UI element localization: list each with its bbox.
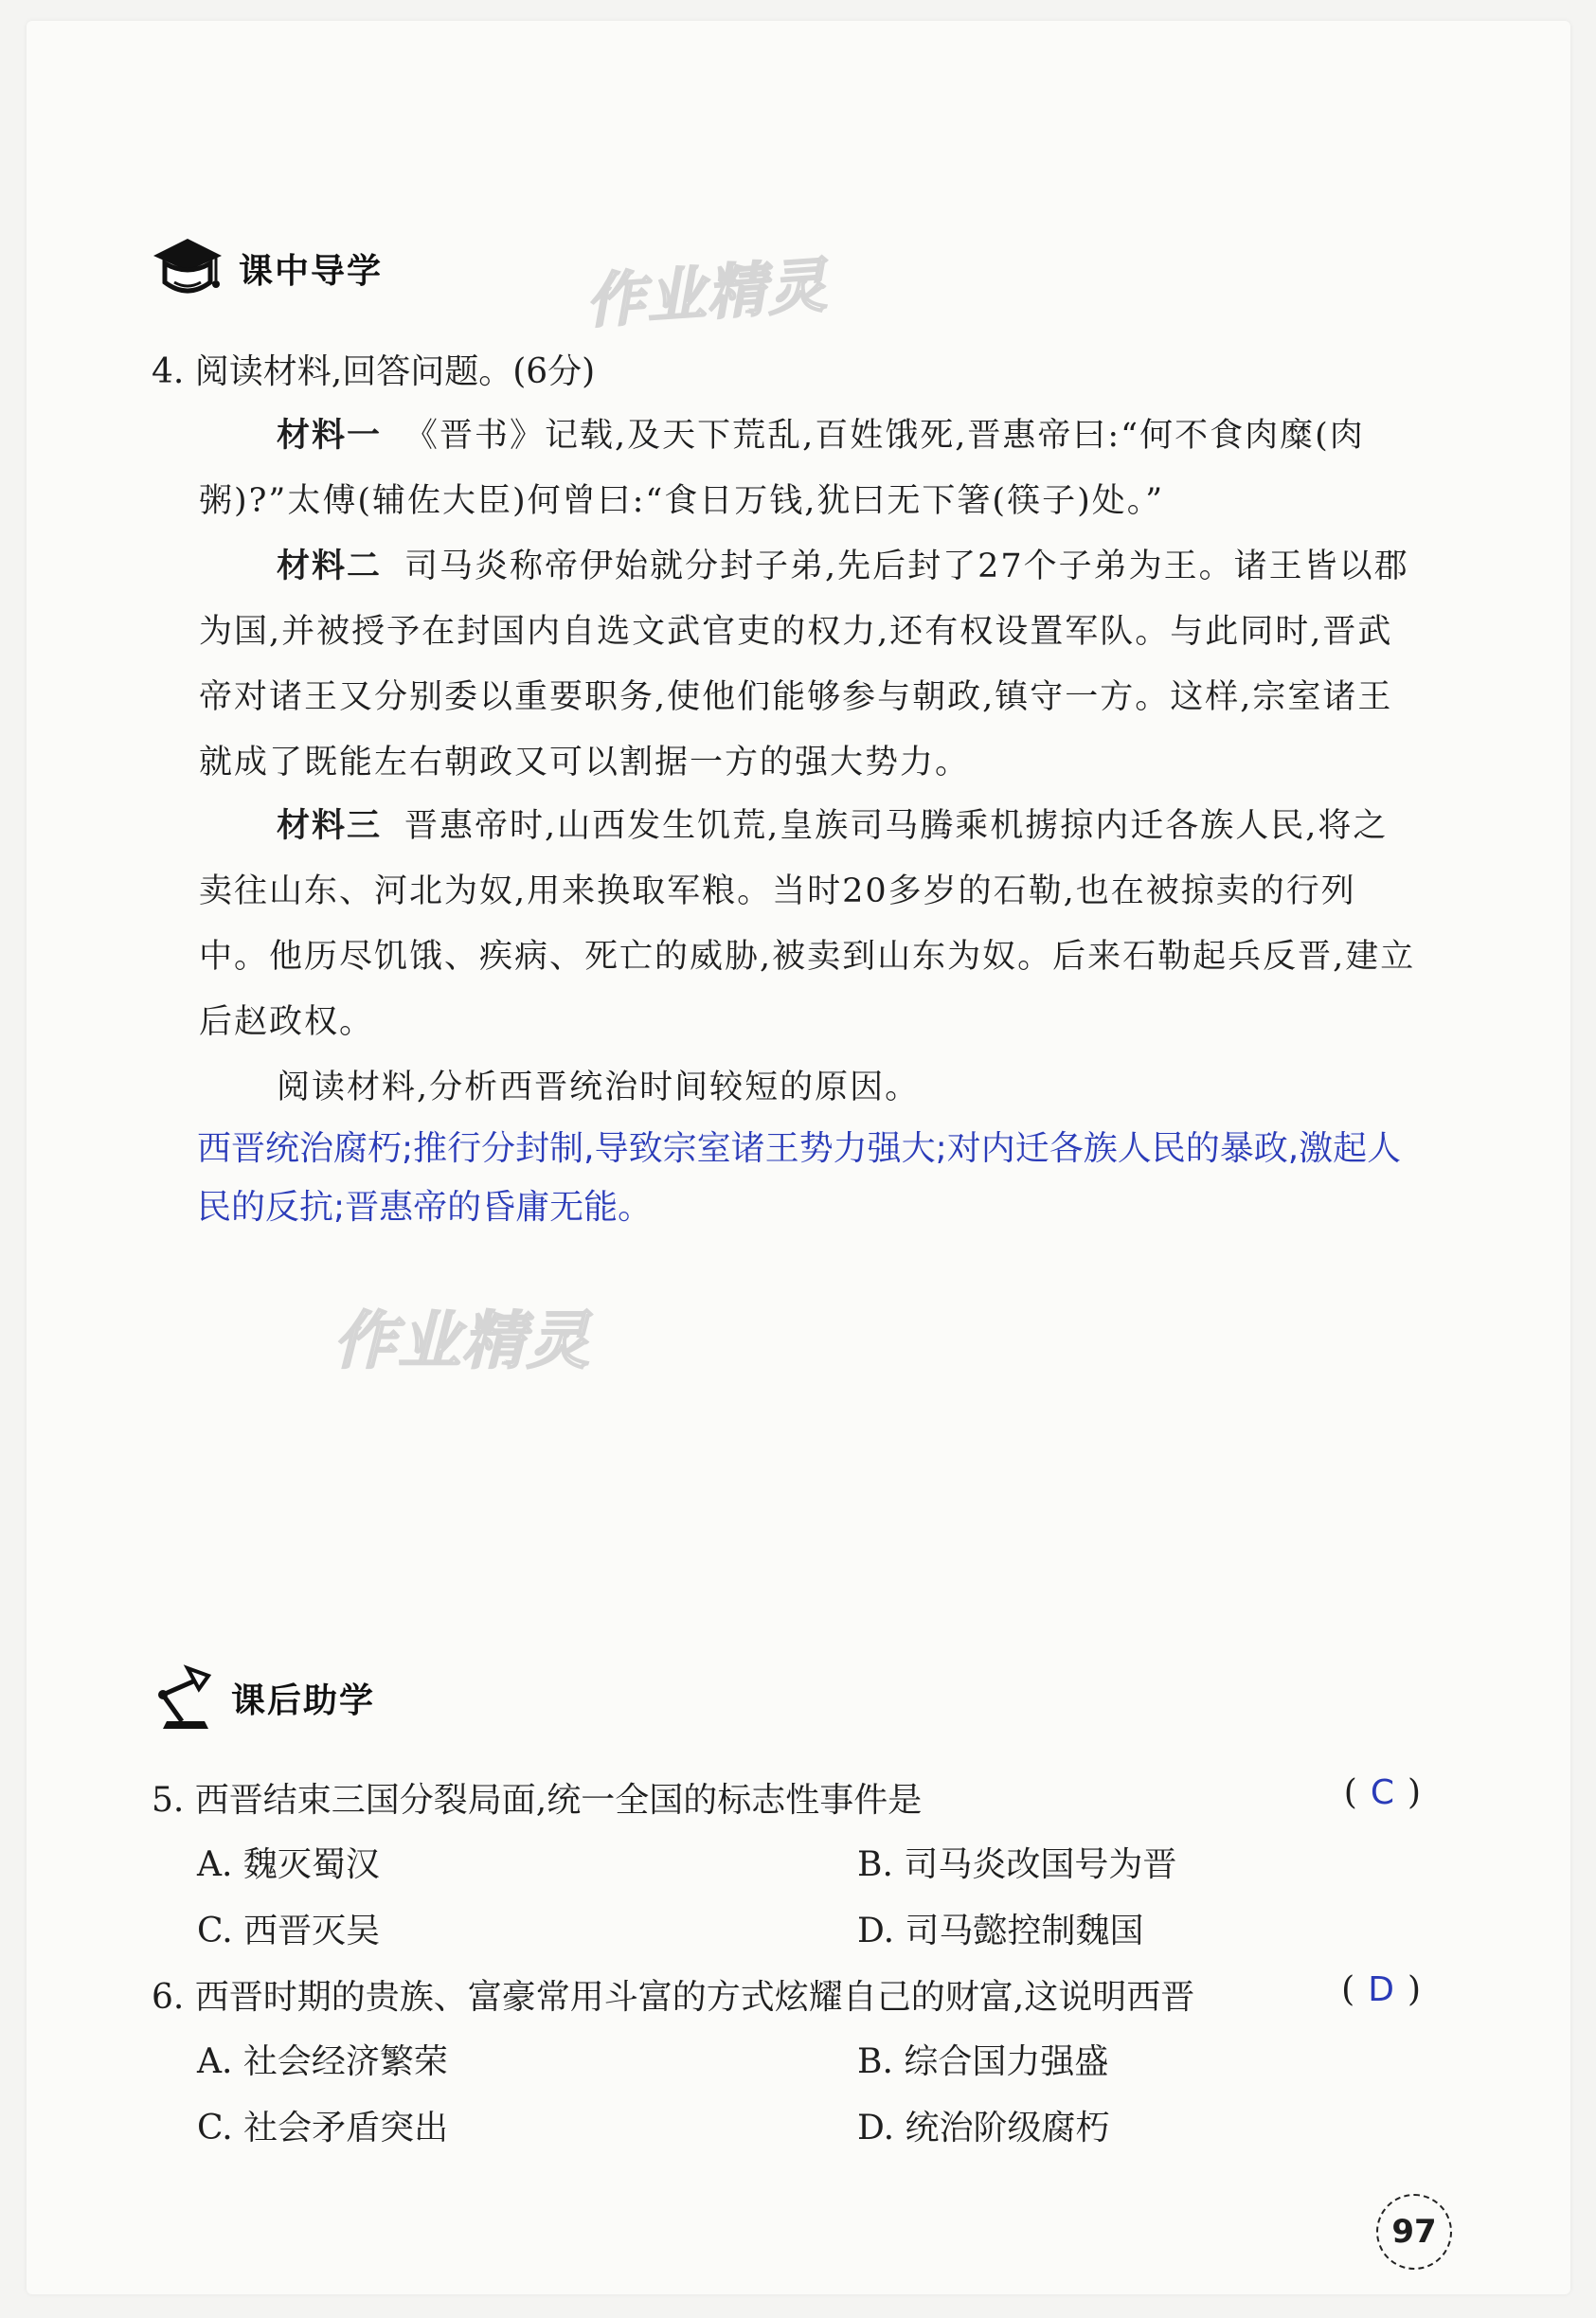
answer-bracket: ( C ) (1343, 1773, 1421, 1812)
answer-letter: D (1368, 1970, 1394, 2009)
watermark: 作业精灵 (583, 250, 831, 336)
watermark: 作业精灵 (333, 1304, 591, 1377)
option-d: D. 司马懿控制魏国 (857, 1912, 1144, 1950)
material-2-label: 材料二 (277, 548, 383, 585)
question-4-title: 4. 阅读材料,回答问题。(6分) (152, 352, 596, 391)
question-4-prompt (199, 1055, 1421, 1121)
section-title: 课中导学 (239, 251, 384, 291)
material-1 (199, 404, 1421, 534)
material-2 (199, 534, 1421, 796)
page-number: 97 (1376, 2194, 1452, 2270)
section-after-class-header (150, 1662, 375, 1733)
option-a: A. 社会经济繁荣 (197, 2042, 448, 2081)
question-4-answer: 西晋统治腐朽;推行分封制,导致宗室诸王势力强大;对内迁各族人民的暴政,激起人民的反抗;晋惠帝的昏庸无能。 (197, 1129, 1402, 1227)
option-b: B. 司马炎改国号为晋 (857, 1845, 1177, 1884)
option-a: A. 魏灭蜀汉 (197, 1845, 380, 1884)
graduation-cap-icon (150, 233, 225, 303)
prompt-text: 阅读材料,分析西晋统治时间较短的原因。 (277, 1069, 921, 1106)
material-2-text: 司马炎称帝伊始就分封子弟,先后封了27个子弟为王。诸王皆以郡为国,并被授予在封国内自选文武官吏的权力,还有权设置军队。与此同时,晋武帝对诸王又分别委以重要职务,使他们能够参与朝政,镇守一方。这样,宗室诸王就成了既能左右朝政又可以割据一方的强大势力。 (199, 548, 1409, 782)
answer-letter: C (1370, 1773, 1394, 1812)
question-6-text: 6. 西晋时期的贵族、富豪常用斗富的方式炫耀自己的财富,这说明西晋 (152, 1978, 1195, 2017)
option-c: C. 社会矛盾突出 (197, 2109, 449, 2147)
material-3-label: 材料三 (277, 807, 383, 845)
material-3-text: 晋惠帝时,山西发生饥荒,皇族司马腾乘机掳掠内迁各族人民,将之卖往山东、河北为奴,用来换取军粮。当时20多岁的石勒,也在被掠卖的行列中。他历尽饥饿、疾病、死亡的威胁,被卖到山东为奴。后来石勒起兵反晋,建立后赵政权。 (199, 807, 1416, 1041)
section-in-class-header (150, 233, 383, 303)
option-d: D. 统治阶级腐朽 (857, 2109, 1110, 2147)
question-5-stem (152, 1773, 1421, 1822)
section-title: 课后助学 (231, 1680, 376, 1720)
option-b: B. 综合国力强盛 (857, 2042, 1109, 2081)
question-6-stem (152, 1970, 1421, 2019)
question-5-text: 5. 西晋结束三国分裂局面,统一全国的标志性事件是 (152, 1781, 923, 1820)
material-1-text: 《晋书》记载,及天下荒乱,百姓饿死,晋惠帝曰:“何不食肉糜(肉粥)?”太傅(辅佐大臣)何曾曰:“食日万钱,犹曰无下箸(筷子)处。” (199, 417, 1365, 520)
option-c: C. 西晋灭吴 (197, 1912, 381, 1950)
desk-lamp-icon (150, 1662, 216, 1733)
material-1-label: 材料一 (277, 417, 383, 455)
answer-bracket: ( D ) (1341, 1970, 1421, 2009)
material-3 (199, 794, 1421, 1055)
